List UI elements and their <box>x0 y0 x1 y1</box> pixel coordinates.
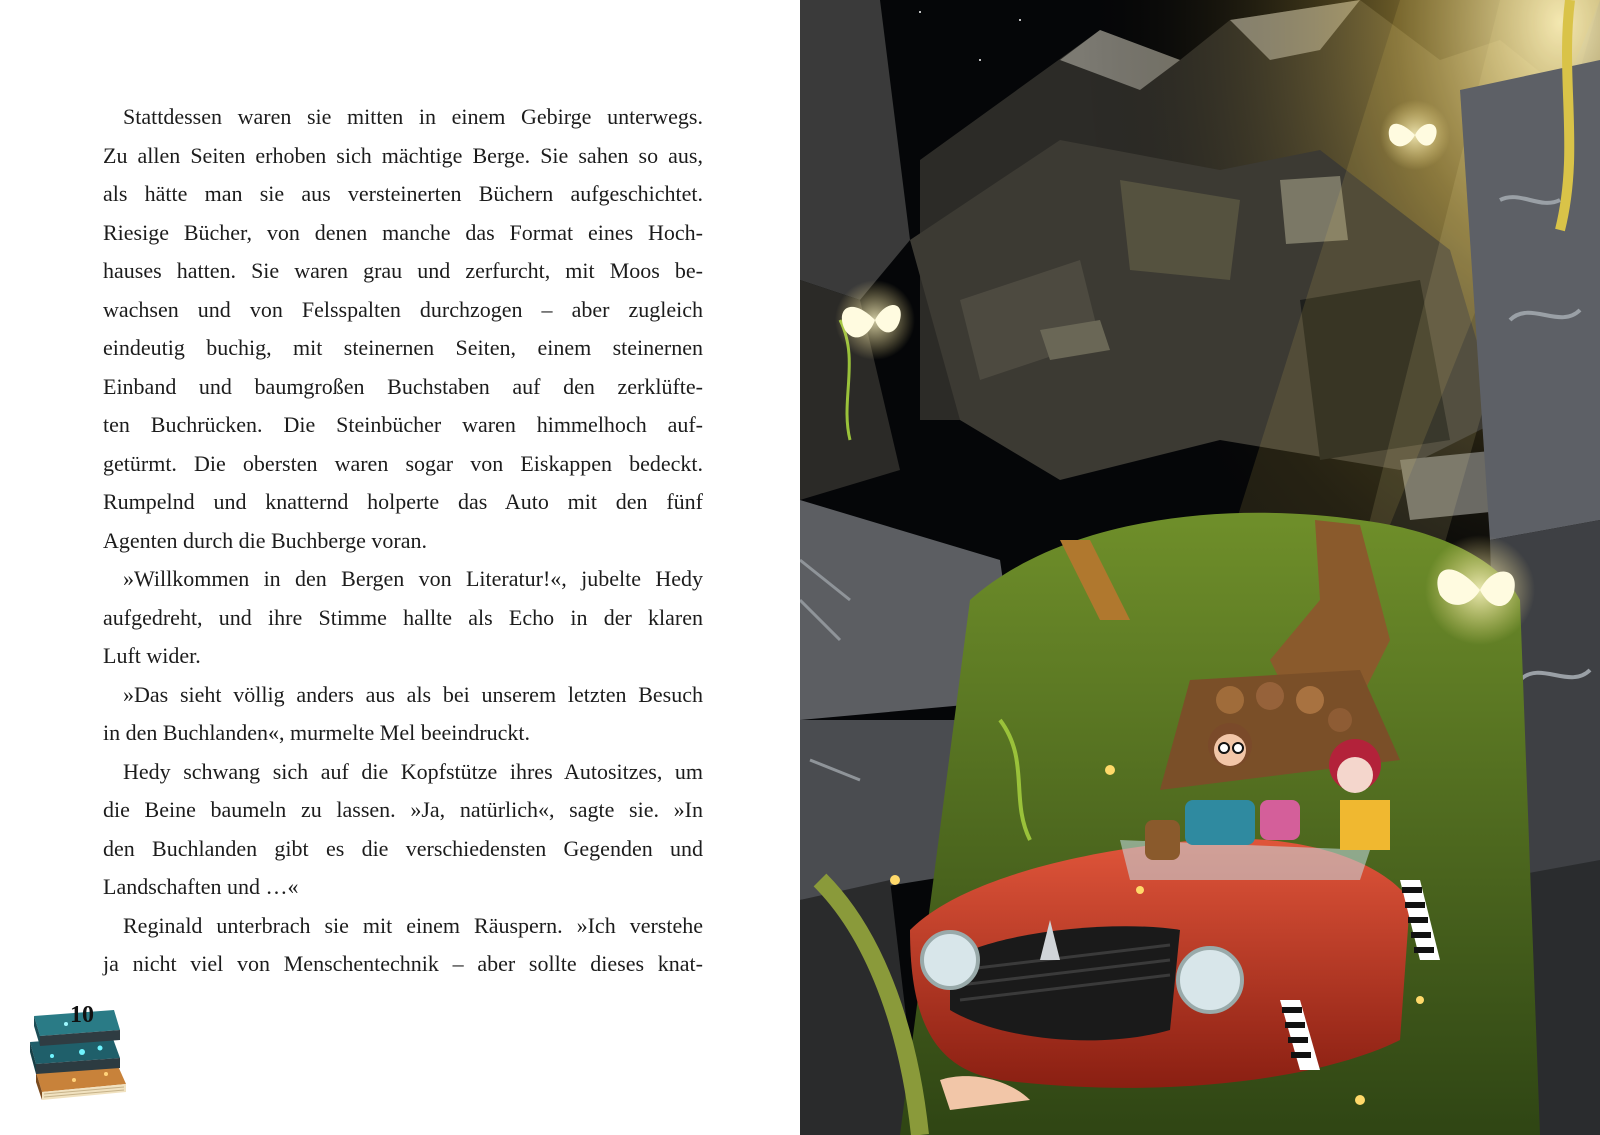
text-line: Zu allen Seiten erhoben sich mächtige Berge. Sie sahen so aus, <box>103 142 703 168</box>
text-line: den Buchlanden gibt es die verschiedensten Gegenden und <box>103 835 703 861</box>
text-line: wachsen und von Felsspalten durchzogen – aber zugleich <box>103 296 703 322</box>
body-text <box>103 98 703 984</box>
text-line: eindeutig buchig, mit steinernen Seiten, einem steinernen <box>103 335 703 360</box>
text-line: ten Buchrücken. Die Steinbücher waren himmelhoch auf- <box>103 412 703 437</box>
text-line: »Willkommen in den Bergen von Literatur!«, jubelte Hedy <box>123 566 703 591</box>
illustration-book-mountains-car <box>800 0 1600 1135</box>
page-number-ornament <box>22 1000 142 1120</box>
text-line: aufgedreht, und ihre Stimme hallte als Echo in der klaren <box>103 604 703 630</box>
text-line: Luft wider. <box>103 643 201 668</box>
text-line: Agenten durch die Buchberge voran. <box>103 527 427 553</box>
text-line: ja nicht viel von Menschentechnik – aber sollte dieses knat- <box>103 951 703 976</box>
text-line: Reginald unterbrach sie mit einem Räuspern. »Ich verstehe <box>123 912 703 938</box>
text-line: als hätte man sie aus versteinerten Büchern aufgeschichtet. <box>103 181 703 206</box>
text-line: getürmt. Die obersten waren sogar von Eiskappen bedeckt. <box>103 450 703 476</box>
illustration <box>800 0 1600 1135</box>
text-line: Riesige Bücher, von denen manche das Format eines Hoch- <box>103 219 703 245</box>
text-line: Rumpelnd und knatternd holperte das Auto mit den fünf <box>103 489 703 514</box>
text-line: hauses hatten. Sie waren grau und zerfurcht, mit Moos be- <box>103 258 703 283</box>
text-line: Landschaften und …« <box>103 874 299 899</box>
text-line: in den Buchlanden«, murmelte Mel beeindruckt. <box>103 720 531 745</box>
page-number: 10 <box>70 1002 94 1028</box>
text-line: »Das sieht völlig anders aus als bei unserem letzten Besuch <box>123 681 703 707</box>
text-line: Einband und baumgroßen Buchstaben auf den zerklüfte- <box>103 373 703 399</box>
text-line: die Beine baumeln zu lassen. »Ja, natürlich«, sagte sie. »In <box>103 797 703 822</box>
text-line: Hedy schwang sich auf die Kopfstütze ihres Autositzes, um <box>123 758 703 784</box>
text-line: Stattdessen waren sie mitten in einem Gebirge unterwegs. <box>123 104 703 129</box>
